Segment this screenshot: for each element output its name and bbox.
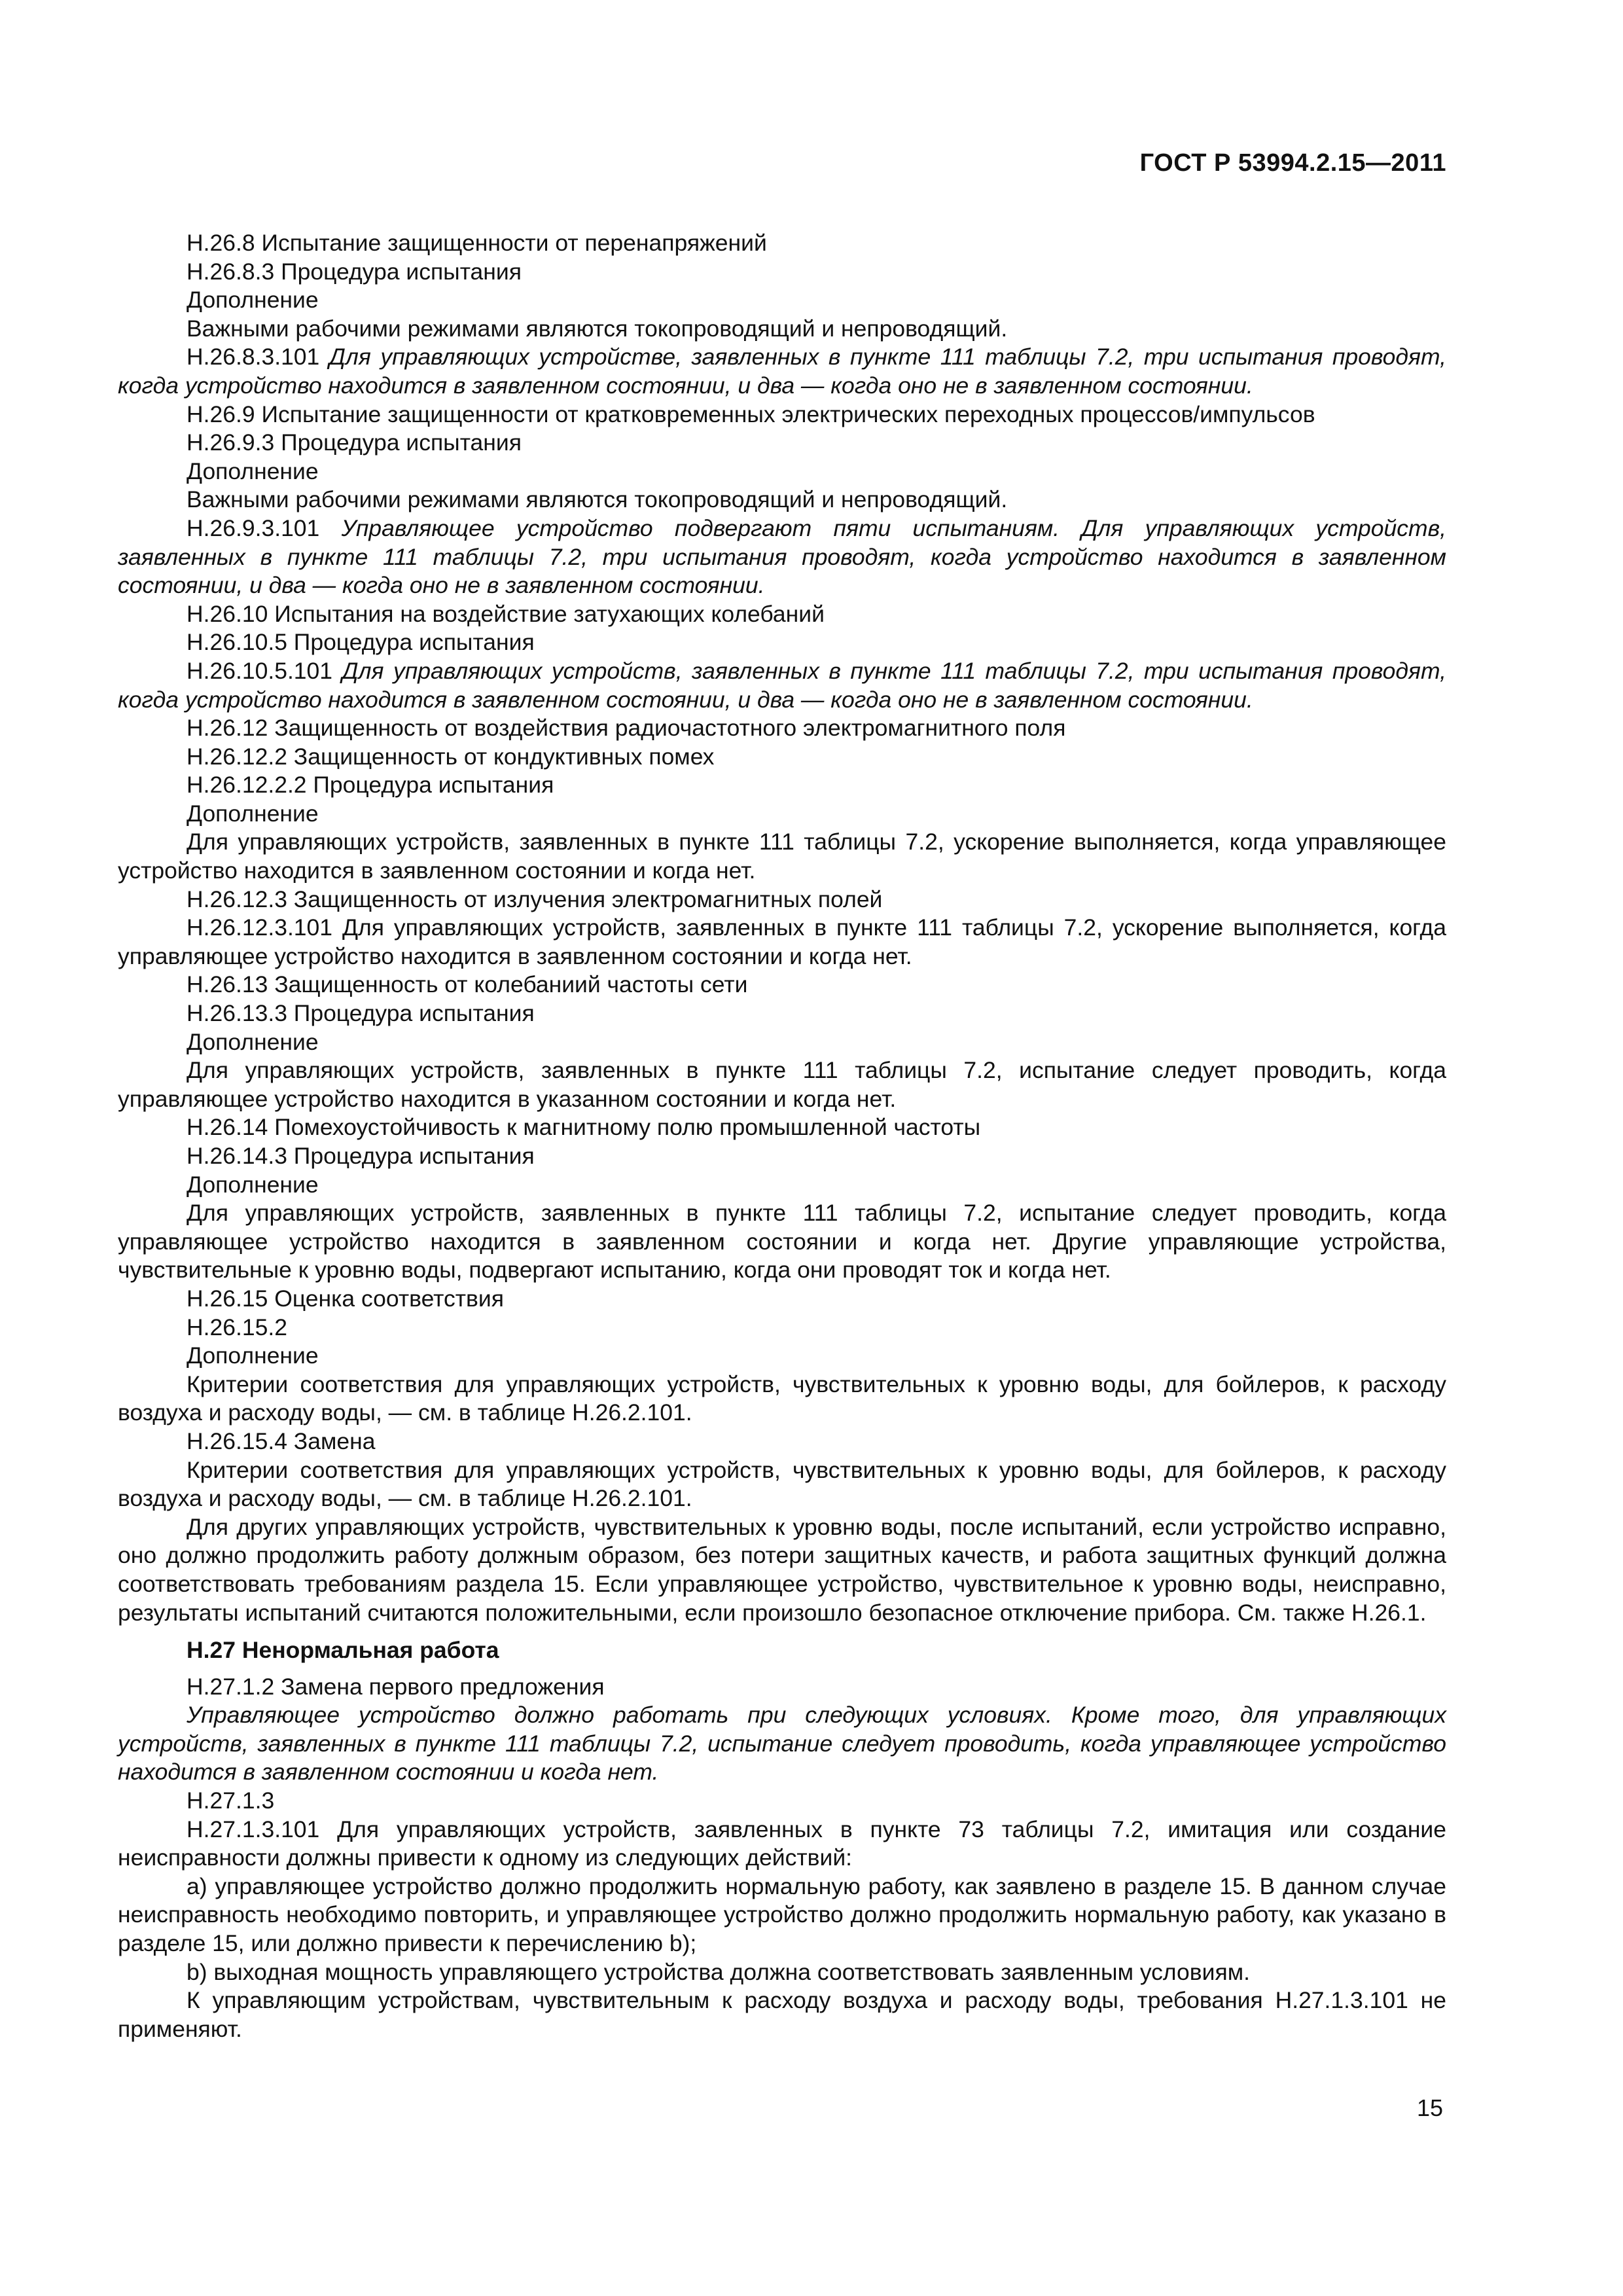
paragraph: Н.26.12 Защищенность от воздействия радиочастотного электромагнитного поля bbox=[187, 715, 1066, 742]
page-number: 15 bbox=[1416, 2094, 1443, 2121]
paragraph: Дополнение bbox=[187, 457, 319, 484]
paragraph: Н.26.14.3 Процедура испытания bbox=[187, 1143, 535, 1169]
paragraph: Критерии соответствия для управляющих устройств, чувствительных к уровню воды, для бойлеров, к расходу воздуха и расходу воды, — см. в таблице Н.26.2.101. bbox=[118, 1456, 1446, 1512]
paragraph: Н.26.8.3 Процедура испытания bbox=[187, 258, 522, 285]
document-body bbox=[118, 229, 1446, 2043]
paragraph: Дополнение bbox=[187, 1342, 319, 1369]
paragraph: Н.26.12.3.101 Для управляющих устройств, заявленных в пункте 111 таблицы 7.2, ускорение выполняется, когда управляющее устройство находится в заявленном состоянии и когда нет. bbox=[118, 914, 1446, 969]
paragraph: Для управляющих устройств, заявленных в пункте 111 таблицы 7.2, испытание следует проводить, когда управляющее устройство находится в указанном состоянии и когда нет. bbox=[118, 1057, 1446, 1112]
paragraph: Для управляющих устройств, заявленных в пункте 111 таблицы 7.2, ускорение выполняется, когда управляющее устройство находится в заявленном состоянии и когда нет. bbox=[118, 829, 1446, 884]
paragraph bbox=[118, 343, 1446, 400]
paragraph: Н.26.13.3 Процедура испытания bbox=[187, 1000, 535, 1027]
italic-run: Управляющее устройство подвергают пяти испытаниям. Для управляющих устройств, заявленных в пункте 111 таблицы 7.2, три испытания проводят, когда устройство находится в заявленном состоянии, и два — когда оно не в заявленном состоянии. bbox=[118, 514, 1446, 599]
paragraph: a) управляющее устройство должно продолжить нормальную работу, как заявлено в разделе 15. В данном случае неисправность необходимо повторить, и управляющее устройство должно продолжить нормальную работу, как указано в разделе 15, или должно привести к перечислению b); bbox=[118, 1873, 1446, 1957]
paragraph: Важными рабочими режимами являются токопроводящий и непроводящий. bbox=[187, 315, 1008, 342]
text-run: Н.26.9.3.101 bbox=[187, 514, 342, 541]
paragraph: Дополнение bbox=[187, 1171, 319, 1198]
paragraph: Для управляющих устройств, заявленных в пункте 111 таблицы 7.2, испытание следует проводить, когда управляющее устройство находится в заявленном состоянии и когда нет. Другие управляющие устройства, чувствительные к уровню воды, подвергают испытанию, когда они проводят ток и когда нет. bbox=[118, 1200, 1446, 1283]
paragraph bbox=[118, 514, 1446, 600]
paragraph: Н.26.9 Испытание защищенности от кратковременных электрических переходных процессов/импульсов bbox=[187, 401, 1315, 427]
paragraph: Н.27.1.2 Замена первого предложения bbox=[187, 1673, 605, 1700]
paragraph: Критерии соответствия для управляющих устройств, чувствительных к уровню воды, для бойлеров, к расходу воздуха и расходу воды, — см. в таблице Н.26.2.101. bbox=[118, 1371, 1446, 1426]
paragraph: Н.26.15.4 Замена bbox=[187, 1427, 376, 1454]
italic-run: Для управляющих устройств, заявленных в пункте 111 таблицы 7.2, три испытания проводят, когда устройство находится в заявленном состоянии, и два — когда оно не в заявленном состоянии. bbox=[118, 657, 1446, 713]
paragraph: Н.26.8 Испытание защищенности от перенапряжений bbox=[187, 230, 767, 256]
paragraph: Важными рабочими режимами являются токопроводящий и непроводящий. bbox=[187, 486, 1008, 513]
paragraph: Н.26.12.2.2 Процедура испытания bbox=[187, 772, 554, 798]
paragraph: Н.27.1.3 bbox=[187, 1787, 275, 1814]
paragraph: Н.26.12.3 Защищенность от излучения электромагнитных полей bbox=[187, 886, 883, 912]
paragraph: Для других управляющих устройств, чувствительных к уровню воды, после испытаний, если устройство исправно, оно должно продолжить работу должным образом, без потери защитных качеств, и работа защитных функций должна соответствовать требованиям раздела 15. Если управляющее устройство, чувствительное к уровню воды, неисправно, результаты испытаний считаются положительными, если произошло безопасное отключение прибора. См. также Н.26.1. bbox=[118, 1513, 1446, 1626]
paragraph: Дополнение bbox=[187, 1028, 319, 1055]
paragraph: Н.26.10.5 Процедура испытания bbox=[187, 629, 535, 656]
paragraph: Н.26.15.2 bbox=[187, 1314, 287, 1340]
paragraph: Дополнение bbox=[187, 800, 319, 827]
section-heading: Н.27 Ненормальная работа bbox=[187, 1637, 499, 1664]
paragraph: Н.26.14 Помехоустойчивость к магнитному полю промышленной частоты bbox=[187, 1114, 981, 1141]
text-run: Н.26.8.3.101 bbox=[187, 344, 329, 370]
paragraph: Н.26.15 Оценка соответствия bbox=[187, 1285, 504, 1312]
paragraph: Дополнение bbox=[187, 287, 319, 314]
paragraph: Н.27.1.3.101 Для управляющих устройств, заявленных в пункте 73 таблицы 7.2, имитация или создание неисправности должны привести к одному из следующих действий: bbox=[118, 1816, 1446, 1871]
paragraph: К управляющим устройствам, чувствительным к расходу воздуха и расходу воды, требования Н.27.1.3.101 не применяют. bbox=[118, 1987, 1446, 2042]
paragraph: Управляющее устройство должно работать при следующих условиях. Кроме того, для управляющих устройств, заявленных в пункте 111 таблицы 7.2, испытание следует проводить, когда управляющее устройство находится в заявленном состоянии и когда нет. bbox=[118, 1702, 1446, 1785]
italic-run: Для управляющих устройстве, заявленных в пункте 111 таблицы 7.2, три испытания проводят, когда устройство находится в заявленном состоянии, и два — когда оно не в заявленном состоянии. bbox=[118, 344, 1446, 399]
paragraph: Н.26.13 Защищенность от колебаниий частоты сети bbox=[187, 971, 748, 998]
paragraph: Н.26.10 Испытания на воздействие затухающих колебаний bbox=[187, 600, 825, 627]
text-run: Н.26.10.5.101 bbox=[187, 657, 342, 684]
paragraph: b) выходная мощность управляющего устройства должна соответствовать заявленным условиям. bbox=[187, 1958, 1250, 1985]
document-header: ГОСТ Р 53994.2.15—2011 bbox=[1139, 149, 1446, 177]
paragraph: Н.26.12.2 Защищенность от кондуктивных помех bbox=[187, 743, 715, 770]
paragraph bbox=[118, 657, 1446, 714]
paragraph: Н.26.9.3 Процедура испытания bbox=[187, 429, 522, 456]
